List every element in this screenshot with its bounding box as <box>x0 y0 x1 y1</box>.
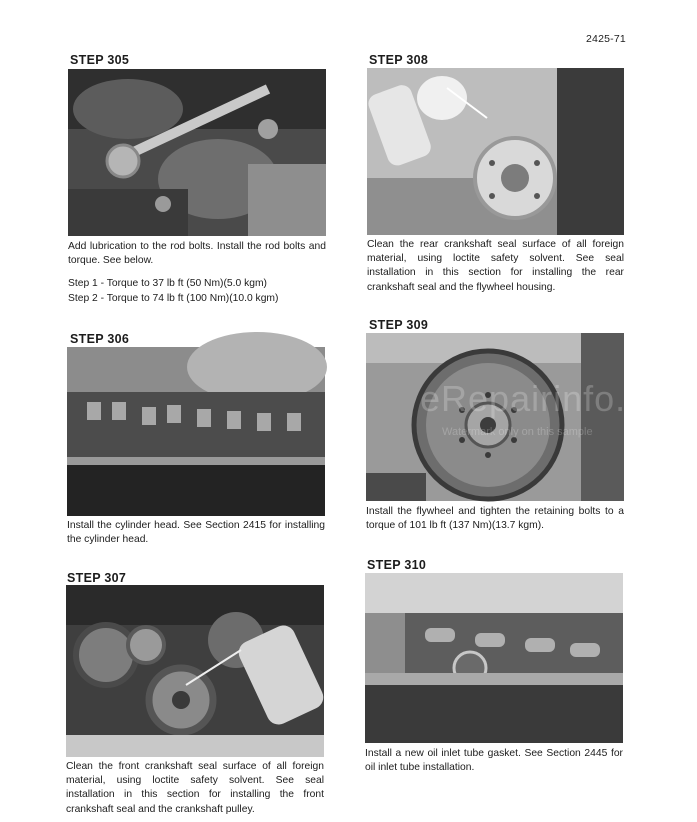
step-308-caption: Clean the rear crankshaft seal surface of all foreign material, using loctite safety solvent. See seal installation in this section for installing the rear crankshaft seal and the flywheel housing. <box>367 239 624 293</box>
step-309-title: STEP 309 <box>369 318 429 332</box>
step-305-title: STEP 305 <box>70 53 130 67</box>
step-306-photo <box>67 347 325 516</box>
step-309-caption: Install the flywheel and tighten the retaining bolts to a torque of 101 lb ft (137 Nm)(13.7 kgm). <box>366 506 624 532</box>
step-305-photo <box>68 69 326 236</box>
step-305-torque-2: Step 2 - Torque to 74 lb ft (100 Nm)(10.0 kgm) <box>68 292 279 304</box>
step-306-caption: Install the cylinder head. See Section 2415 for installing the cylinder head. <box>67 520 325 546</box>
step-305-caption <box>68 240 326 306</box>
watermark-subtext: Watermark only on this sample <box>442 426 593 438</box>
step-306-title: STEP 306 <box>70 332 130 346</box>
watermark-text: eRepairinfo.com <box>420 378 697 419</box>
step-310-caption: Install a new oil inlet tube gasket. See Section 2445 for oil inlet tube installation. <box>365 748 623 774</box>
step-307-caption: Clean the front crankshaft seal surface of all foreign material, using loctite safety solvent. See seal installation in this section for installing the front crankshaft seal and the crankshaft pulley. <box>66 761 324 815</box>
step-308-title: STEP 308 <box>369 53 429 67</box>
step-307-photo <box>66 585 324 757</box>
step-308-photo <box>367 68 624 235</box>
step-310-photo <box>365 573 623 743</box>
step-305-caption-text: Add lubrication to the rod bolts. Install the rod bolts and torque. See below. <box>68 241 326 267</box>
step-307-title: STEP 307 <box>67 571 127 585</box>
step-305-torque-1: Step 1 - Torque to 37 lb ft (50 Nm)(5.0 kgm) <box>68 278 267 290</box>
step-310-title: STEP 310 <box>367 558 427 572</box>
step-309-photo <box>366 333 624 501</box>
page-number: 2425-71 <box>586 33 626 45</box>
